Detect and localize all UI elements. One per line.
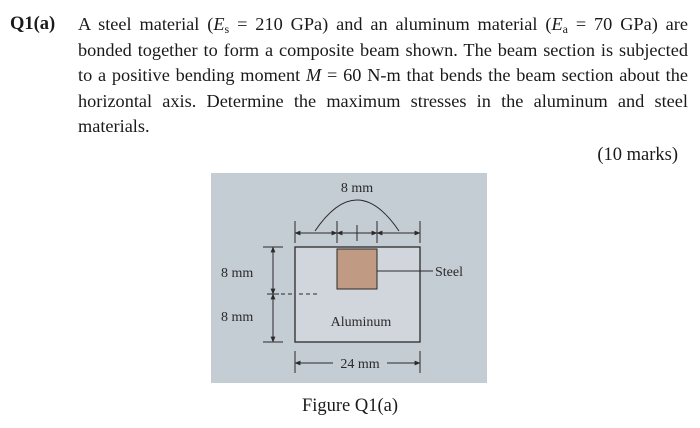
steel-modulus-subscript: s xyxy=(224,22,230,36)
figure-caption: Figure Q1(a) xyxy=(301,396,399,416)
question-text-part-2: = 210 GPa) and an aluminum material ( xyxy=(229,14,552,34)
lower-left-dimension-label: 8 mm xyxy=(221,310,254,325)
marks-label: (10 marks) xyxy=(597,145,678,165)
aluminum-label: Aluminum xyxy=(330,315,392,330)
question-text xyxy=(78,12,688,140)
steel-modulus-symbol: E xyxy=(213,14,225,34)
beam-figure xyxy=(211,173,487,383)
upper-left-dimension-label: 8 mm xyxy=(221,266,254,281)
moment-symbol: M xyxy=(306,65,322,85)
steel-label: Steel xyxy=(435,265,463,280)
steel-insert xyxy=(337,249,377,289)
question-text-part-1: A steel material ( xyxy=(78,14,214,34)
question-text-part-4: = 60 N-m that bends the beam section about the horizontal axis. Determine the maximum stresses in the aluminum and steel materials. xyxy=(78,65,688,136)
top-dimension-label: 8 mm xyxy=(340,181,374,196)
aluminum-modulus-symbol: E xyxy=(551,14,563,34)
beam-diagram xyxy=(211,173,487,383)
aluminum-modulus-subscript: a xyxy=(562,22,568,36)
question-text-part-3: = 70 GPa) are bonded together to form a composite beam shown. The beam section is subjected to a positive bending moment xyxy=(78,14,688,85)
question-label: Q1(a) xyxy=(10,14,56,34)
bottom-dimension-label: 24 mm xyxy=(340,357,380,372)
